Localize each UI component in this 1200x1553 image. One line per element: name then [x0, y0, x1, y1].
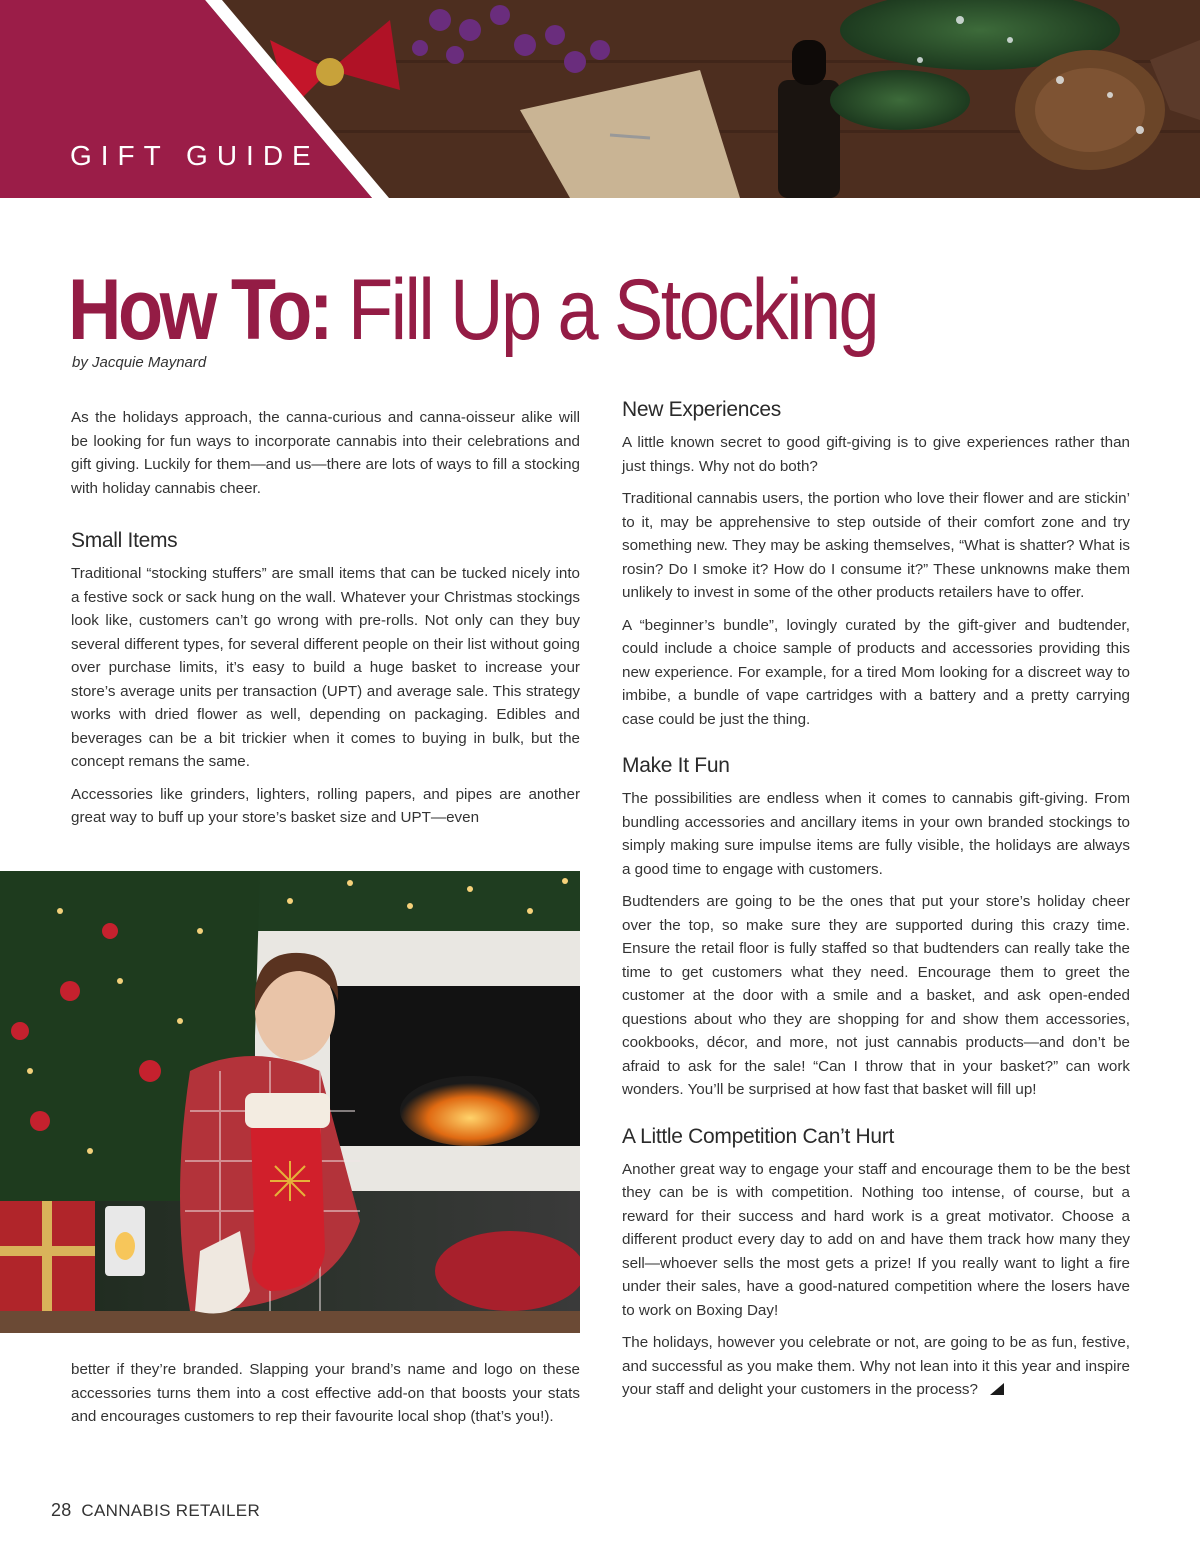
left-column-bottom	[71, 1358, 580, 1438]
small-items-heading: Small Items	[71, 529, 178, 552]
article-title	[68, 262, 877, 358]
byline: by Jacquie Maynard	[72, 354, 207, 371]
make-it-fun-paragraph-2: Budtenders are going to be the ones that put your store’s holiday cheer over the top, so make sure they are supported during this crazy time. Ensure the retail floor is fully staffed so that budtenders can really take the time to get customers what they need. Encourage them to greet the customer at the door with a smile and a basket, and ask open-ended questions about who they are shopping for and show them accessories, cookbooks, décor, and more, not just cannabis products—and don’t be afraid to ask for the sale! “Can I throw that in your basket?” can work wonders. You’ll be surprised at how fast that basket will fill up!	[622, 893, 1130, 1098]
small-items-paragraph: Traditional “stocking stuffers” are small items that can be tucked nicely into a festive sock or sack hung on the wall. Whatever your Christmas stockings look like, customers can’t go wrong with pre-rolls. Not only can they buy several different types, for several different people on their list without going over purchase limits, it’s easy to build a huge basket to increase your store’s average units per transaction (UPT) and average sale. This strategy works with dried flower as well, depending on packaging. Edibles and beverages can be a bit trickier when it comes to buying in bulk, but the concept remans the same.	[71, 565, 580, 770]
magazine-name: CANNABIS RETAILER	[81, 1501, 261, 1520]
intro-paragraph: As the holidays approach, the canna-curious and canna-oisseur alike will be looking for fun ways to incorporate cannabis into their celebrations and gift giving. Luckily for them—and us—there are lots of ways to fill a stocking with holiday cannabis cheer.	[71, 409, 580, 497]
christmas-stocking-photo	[0, 871, 580, 1333]
article-photo	[0, 871, 580, 1333]
competition-paragraph-2-text: The holidays, however you celebrate or not, are going to be as fun, festive, and successful as you make them. Why not lean into it this year and inspire your staff and delight your customers in the process?	[622, 1334, 1130, 1398]
competition-paragraph-1: Another great way to engage your staff and encourage them to be the best they can be is with competition. Nothing too intense, of course, but a reward for their success and hard work is a great motivator. Choose a different product every day to add on and have them track how many they sell—whoever sells the most gets a prize! If you really want to light a fire under their sales, have a good-natured competition where the losers have to work on Boxing Day!	[622, 1160, 1130, 1319]
new-experiences-paragraph-3: A “beginner’s bundle”, lovingly curated by the gift-giver and budtender, could include a choice sample of products and accessories providing this new experience. For example, for a tired Mom looking for a discreet way to imbibe, a bundle of vape cartridges with a battery and a pretty carrying case could be just the thing.	[622, 616, 1130, 728]
section-label: GIFT GUIDE	[70, 140, 320, 171]
new-experiences-paragraph-2: Traditional cannabis users, the portion who love their flower and are stickin’ to it, may be apprehensive to step outside of their comfort zone and try something new. They may be asking themselves, “What is shatter? What is rosin? Do I smoke it? How do I consume it?” These unknowns make them unlikely to invest in some of the other products retailers have to offer.	[622, 490, 1130, 601]
header-banner	[0, 0, 1200, 198]
make-it-fun-paragraph-1: The possibilities are endless when it comes to cannabis gift-giving. From bundling accessories and ancillary items in your own branded stockings to simply making sure impulse items are fully visible, the holidays are always a good time to engage with customers.	[622, 790, 1130, 878]
right-column	[622, 397, 1130, 1411]
competition-paragraph-2	[622, 1331, 1130, 1402]
left-column-top	[71, 406, 580, 839]
end-of-article-icon	[990, 1383, 1004, 1395]
page-footer	[51, 1500, 260, 1521]
competition-heading: A Little Competition Can’t Hurt	[622, 1124, 894, 1148]
new-experiences-paragraph-1: A little known secret to good gift-giving is to give experiences rather than just things. Why not do both?	[622, 434, 1130, 475]
accessories-paragraph-start: Accessories like grinders, lighters, rolling papers, and pipes are another great way to buff up your store’s basket size and UPT—even	[71, 785, 580, 826]
make-it-fun-heading: Make It Fun	[622, 754, 730, 777]
page-number: 28	[51, 1500, 72, 1520]
accessories-paragraph-end: better if they’re branded. Slapping your brand’s name and logo on these accessories turns them into a cost effective add-on that boosts your stats and encourages customers to rep their favourite local shop (that’s you!).	[71, 1361, 580, 1425]
article-title-rest: Fill Up a Stocking	[330, 262, 878, 358]
article-title-lead: How To:	[68, 262, 331, 358]
new-experiences-heading: New Experiences	[622, 398, 781, 421]
